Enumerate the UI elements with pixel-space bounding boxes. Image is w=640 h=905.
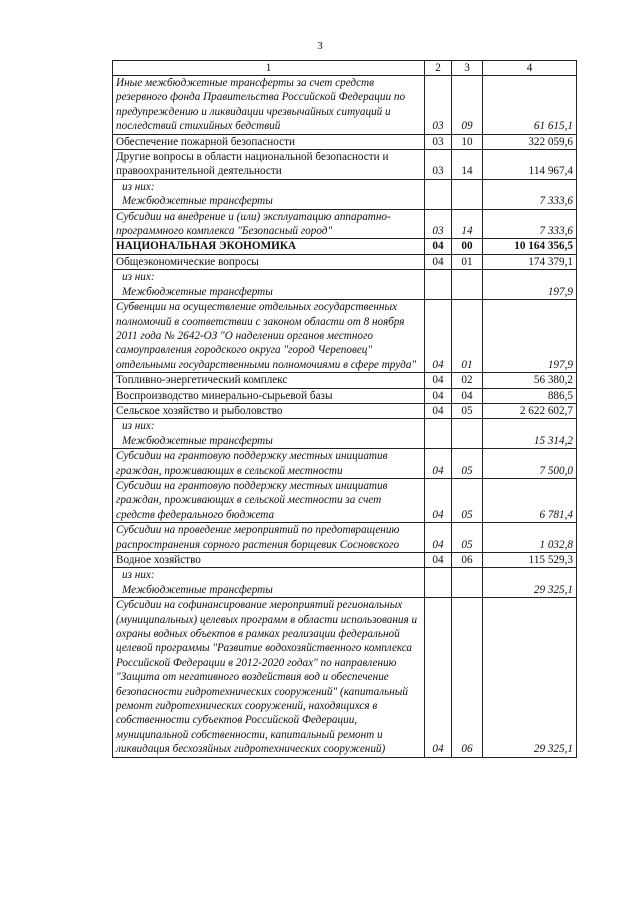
section-code-cell: 03 — [425, 76, 452, 135]
header-col-2: 2 — [425, 61, 452, 76]
table-row — [113, 419, 577, 449]
subsection-code-cell — [452, 419, 483, 449]
amount-cell: 7 333,6 — [483, 179, 577, 209]
table-row — [113, 388, 577, 403]
budget-table — [112, 60, 577, 758]
row-sublabel: из них: — [122, 271, 155, 284]
section-code-cell: 03 — [425, 150, 452, 180]
amount-cell: 61 615,1 — [483, 76, 577, 135]
table-row — [113, 239, 577, 254]
row-name-cell — [113, 449, 425, 479]
row-name-cell — [113, 270, 425, 300]
row-name: Межбюджетные трансферты — [122, 434, 273, 447]
subsection-code-cell: 14 — [452, 150, 483, 180]
row-name: Субсидии на внедрение и (или) эксплуатацию аппаратно-программного комплекса "Безопасный город" — [116, 210, 391, 238]
amount-cell: 114 967,4 — [483, 150, 577, 180]
row-sublabel: из них: — [122, 180, 155, 193]
section-code-cell: 04 — [425, 373, 452, 388]
row-name-cell — [113, 388, 425, 403]
subsection-code-cell: 05 — [452, 478, 483, 522]
table-row — [113, 179, 577, 209]
section-code-cell: 04 — [425, 553, 452, 568]
subsection-code-cell — [452, 179, 483, 209]
amount-cell: 15 314,2 — [483, 419, 577, 449]
section-code-cell: 04 — [425, 523, 452, 553]
table-row — [113, 373, 577, 388]
amount-cell: 197,9 — [483, 300, 577, 373]
subsection-code-cell: 06 — [452, 553, 483, 568]
table-row — [113, 523, 577, 553]
row-name: Воспроизводство минерально-сырьевой базы — [116, 389, 333, 402]
amount-cell: 56 380,2 — [483, 373, 577, 388]
section-code-cell: 04 — [425, 449, 452, 479]
row-sublabel: из них: — [122, 569, 155, 582]
table-row — [113, 270, 577, 300]
section-code-cell: 04 — [425, 239, 452, 254]
row-name-cell — [113, 134, 425, 149]
subsection-code-cell — [452, 568, 483, 598]
header-col-3: 3 — [452, 61, 483, 76]
row-name-cell — [113, 553, 425, 568]
table-row — [113, 553, 577, 568]
amount-cell: 7 500,0 — [483, 449, 577, 479]
row-name-cell — [113, 150, 425, 180]
subsection-code-cell: 05 — [452, 403, 483, 418]
row-name-cell — [113, 179, 425, 209]
section-code-cell — [425, 419, 452, 449]
subsection-code-cell: 01 — [452, 300, 483, 373]
subsection-code-cell: 01 — [452, 254, 483, 269]
subsection-code-cell: 02 — [452, 373, 483, 388]
section-code-cell: 04 — [425, 403, 452, 418]
subsection-code-cell: 05 — [452, 523, 483, 553]
header-col-1: 1 — [113, 61, 425, 76]
amount-cell: 322 059,6 — [483, 134, 577, 149]
row-name-cell — [113, 76, 425, 135]
row-name-cell — [113, 403, 425, 418]
subsection-code-cell: 14 — [452, 209, 483, 239]
row-sublabel: из них: — [122, 420, 155, 433]
table-row — [113, 254, 577, 269]
row-name-cell — [113, 239, 425, 254]
row-name-cell — [113, 300, 425, 373]
row-name-cell — [113, 478, 425, 522]
amount-cell: 115 529,3 — [483, 553, 577, 568]
section-code-cell: 04 — [425, 598, 452, 757]
row-name-cell — [113, 598, 425, 757]
row-name-cell — [113, 419, 425, 449]
table-row — [113, 403, 577, 418]
row-name: Топливно-энергетический комплекс — [116, 374, 288, 387]
amount-cell: 10 164 356,5 — [483, 239, 577, 254]
row-name: Межбюджетные трансферты — [122, 195, 273, 208]
row-name-cell — [113, 373, 425, 388]
section-code-cell: 04 — [425, 478, 452, 522]
row-name: Субвенции на осуществление отдельных государственных полномочий в соответствии с законом области от 8 ноября 2011 года № 2642-ОЗ "О наделении органов местного самоуправления городского округа "город Череповец" отдельными государственными полномочиями в сфере труда" — [116, 301, 417, 371]
amount-cell: 174 379,1 — [483, 254, 577, 269]
section-code-cell — [425, 568, 452, 598]
subsection-code-cell: 04 — [452, 388, 483, 403]
subsection-code-cell: 06 — [452, 598, 483, 757]
row-name: Межбюджетные трансферты — [122, 583, 273, 596]
table-row — [113, 134, 577, 149]
section-code-cell: 04 — [425, 300, 452, 373]
header-col-4: 4 — [483, 61, 577, 76]
row-name-cell — [113, 523, 425, 553]
table-row — [113, 568, 577, 598]
amount-cell: 6 781,4 — [483, 478, 577, 522]
table-row — [113, 449, 577, 479]
row-name-cell — [113, 254, 425, 269]
row-name: Субсидии на проведение мероприятий по предотвращению распространения сорного растения борщевик Сосновского — [116, 524, 400, 551]
table-header-row — [113, 61, 577, 76]
table-row — [113, 76, 577, 135]
section-code-cell: 04 — [425, 254, 452, 269]
row-name: Обеспечение пожарной безопасности — [116, 135, 296, 148]
row-name: Субсидии на софинансирование мероприятий региональных (муниципальных) целевых программ в области использования и охраны водных объектов в рамках реализации федеральной целевой программы "Развитие водохозяйственного комплекса Российской Федерации в 2012-2020 годах" по направлению "Защита от негативного воздействия вод и обеспечение безопасности гидротехнических сооружений" (капитальный ремонт гидротехнических сооружений, находящихся в собственности субъектов Российской Федерации, муниципальной собственности, капитальный ремонт и ликвидация бесхозяйных гидротехнических сооружений) — [116, 599, 418, 756]
row-name: Субсидии на грантовую поддержку местных инициатив граждан, проживающих в сельской местности за счет средств федерального бюджета — [116, 479, 388, 521]
row-name-cell — [113, 568, 425, 598]
section-code-cell: 03 — [425, 209, 452, 239]
page-number: 3 — [317, 40, 323, 52]
amount-cell: 29 325,1 — [483, 598, 577, 757]
row-name-cell — [113, 209, 425, 239]
section-code-cell: 03 — [425, 134, 452, 149]
subsection-code-cell: 00 — [452, 239, 483, 254]
section-code-cell: 04 — [425, 388, 452, 403]
amount-cell: 197,9 — [483, 270, 577, 300]
table-row — [113, 478, 577, 522]
row-name: Иные межбюджетные трансферты за счет средств резервного фонда Правительства Российской Федерации по предупреждению и ликвидации чрезвычайных ситуаций и последствий стихийных бедствий — [116, 77, 406, 133]
section-code-cell — [425, 179, 452, 209]
table-row — [113, 598, 577, 757]
amount-cell: 7 333,6 — [483, 209, 577, 239]
subsection-code-cell: 10 — [452, 134, 483, 149]
table-row — [113, 209, 577, 239]
row-name: Сельское хозяйство и рыболовство — [116, 404, 283, 417]
row-name: Другие вопросы в области национальной безопасности и правоохранительной деятельности — [116, 151, 389, 178]
section-code-cell — [425, 270, 452, 300]
subsection-code-cell: 09 — [452, 76, 483, 135]
subsection-code-cell — [452, 270, 483, 300]
amount-cell: 886,5 — [483, 388, 577, 403]
subsection-code-cell: 05 — [452, 449, 483, 479]
row-name: Субсидии на грантовую поддержку местных инициатив граждан, проживающих в сельской местности — [116, 450, 388, 477]
table-row — [113, 300, 577, 373]
row-name: НАЦИОНАЛЬНАЯ ЭКОНОМИКА — [116, 240, 297, 253]
row-name: Водное хозяйство — [116, 554, 201, 566]
amount-cell: 2 622 602,7 — [483, 403, 577, 418]
amount-cell: 1 032,8 — [483, 523, 577, 553]
row-name: Общеэкономические вопросы — [116, 255, 259, 268]
table-row — [113, 150, 577, 180]
amount-cell: 29 325,1 — [483, 568, 577, 598]
row-name: Межбюджетные трансферты — [122, 285, 273, 298]
